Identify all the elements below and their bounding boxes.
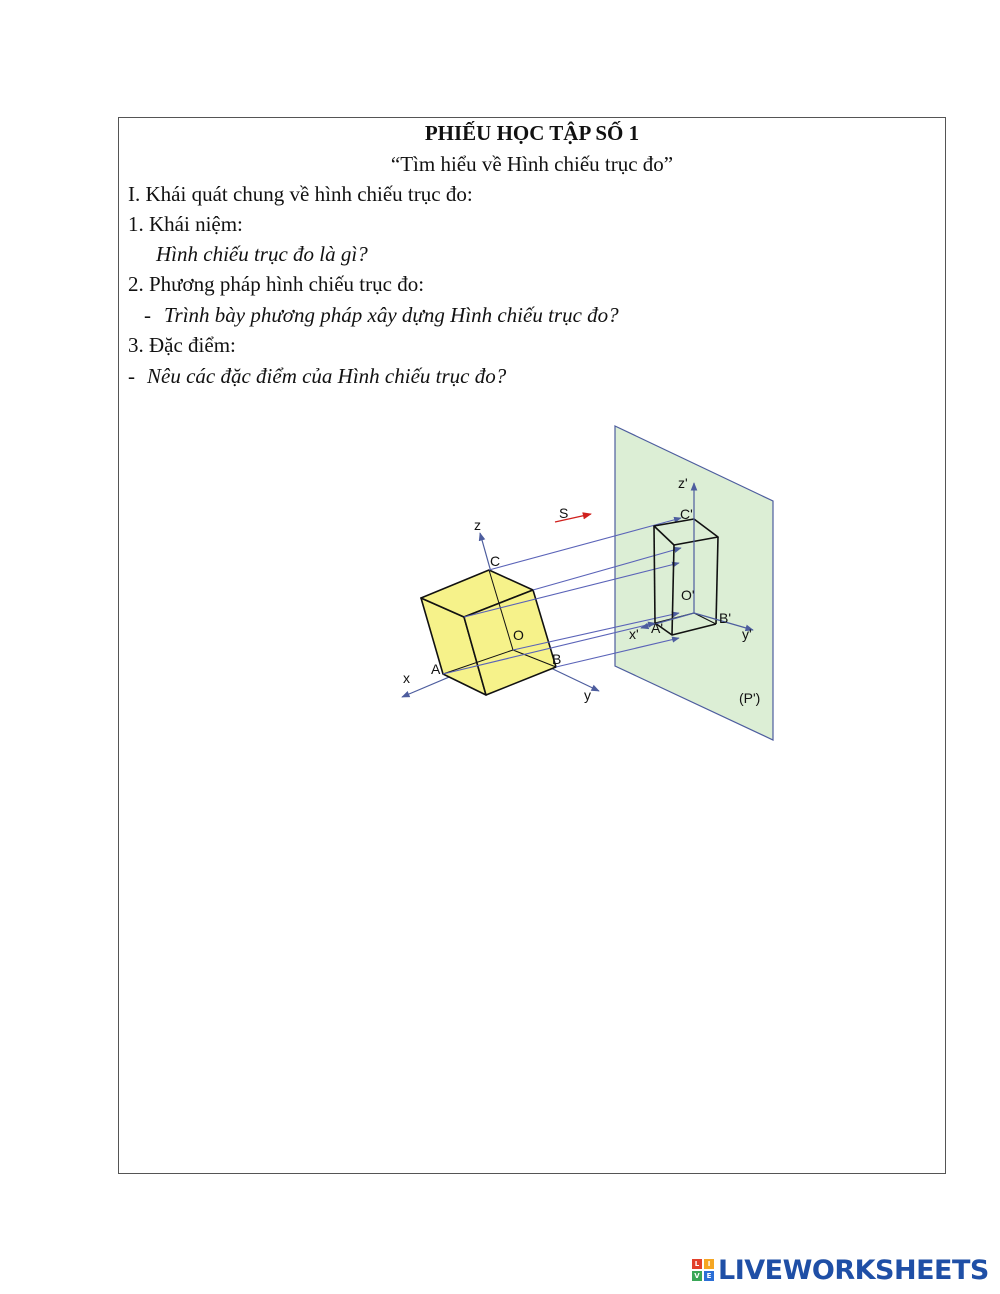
logo-letter-l: L [692,1259,702,1269]
question-3: Nêu các đặc điểm của Hình chiếu trục đo? [147,364,507,388]
worksheet-title: PHIẾU HỌC TẬP SỐ 1 [424,121,640,145]
label-s: S [559,505,569,521]
question-1: Hình chiếu trục đo là gì? [156,242,368,266]
label-b-prime: B' [719,610,732,626]
label-a-prime: A' [651,620,664,636]
label-z-prime: z' [678,475,688,491]
logo-letter-i: I [704,1259,714,1269]
logo-mark-icon [692,1259,714,1281]
item-3-heading: 3. Đặc điểm: [128,333,236,357]
axonometric-projection-figure [379,418,779,748]
question-2-dash: - [144,303,151,327]
logo-text: LIVEWORKSHEETS [718,1254,989,1286]
label-y: y [584,687,591,703]
logo-letter-e: E [704,1271,714,1281]
question-2: Trình bày phương pháp xây dựng Hình chiếu trục đo? [164,303,619,327]
label-o: O [513,627,524,643]
item-1-heading: 1. Khái niệm: [128,212,243,236]
worksheet-frame [118,117,946,1174]
logo-letter-v: V [692,1271,702,1281]
question-3-dash: - [128,364,135,388]
worksheet-subtitle: “Tìm hiểu về Hình chiếu trục đo” [390,152,674,176]
label-a: A [431,661,441,677]
label-o-prime: O' [681,587,695,603]
liveworksheets-logo [692,1252,989,1288]
label-c: C [490,553,501,569]
label-z: z [474,517,481,533]
label-y-prime: y' [742,626,752,642]
label-x-prime: x' [629,626,639,642]
item-2-heading: 2. Phương pháp hình chiếu trục đo: [128,272,425,296]
label-b: B [552,651,562,667]
section-heading: I. Khái quát chung về hình chiếu trục đo: [128,182,473,206]
label-plane: (P') [739,690,761,706]
label-x: x [403,670,410,686]
label-c-prime: C' [680,506,693,522]
